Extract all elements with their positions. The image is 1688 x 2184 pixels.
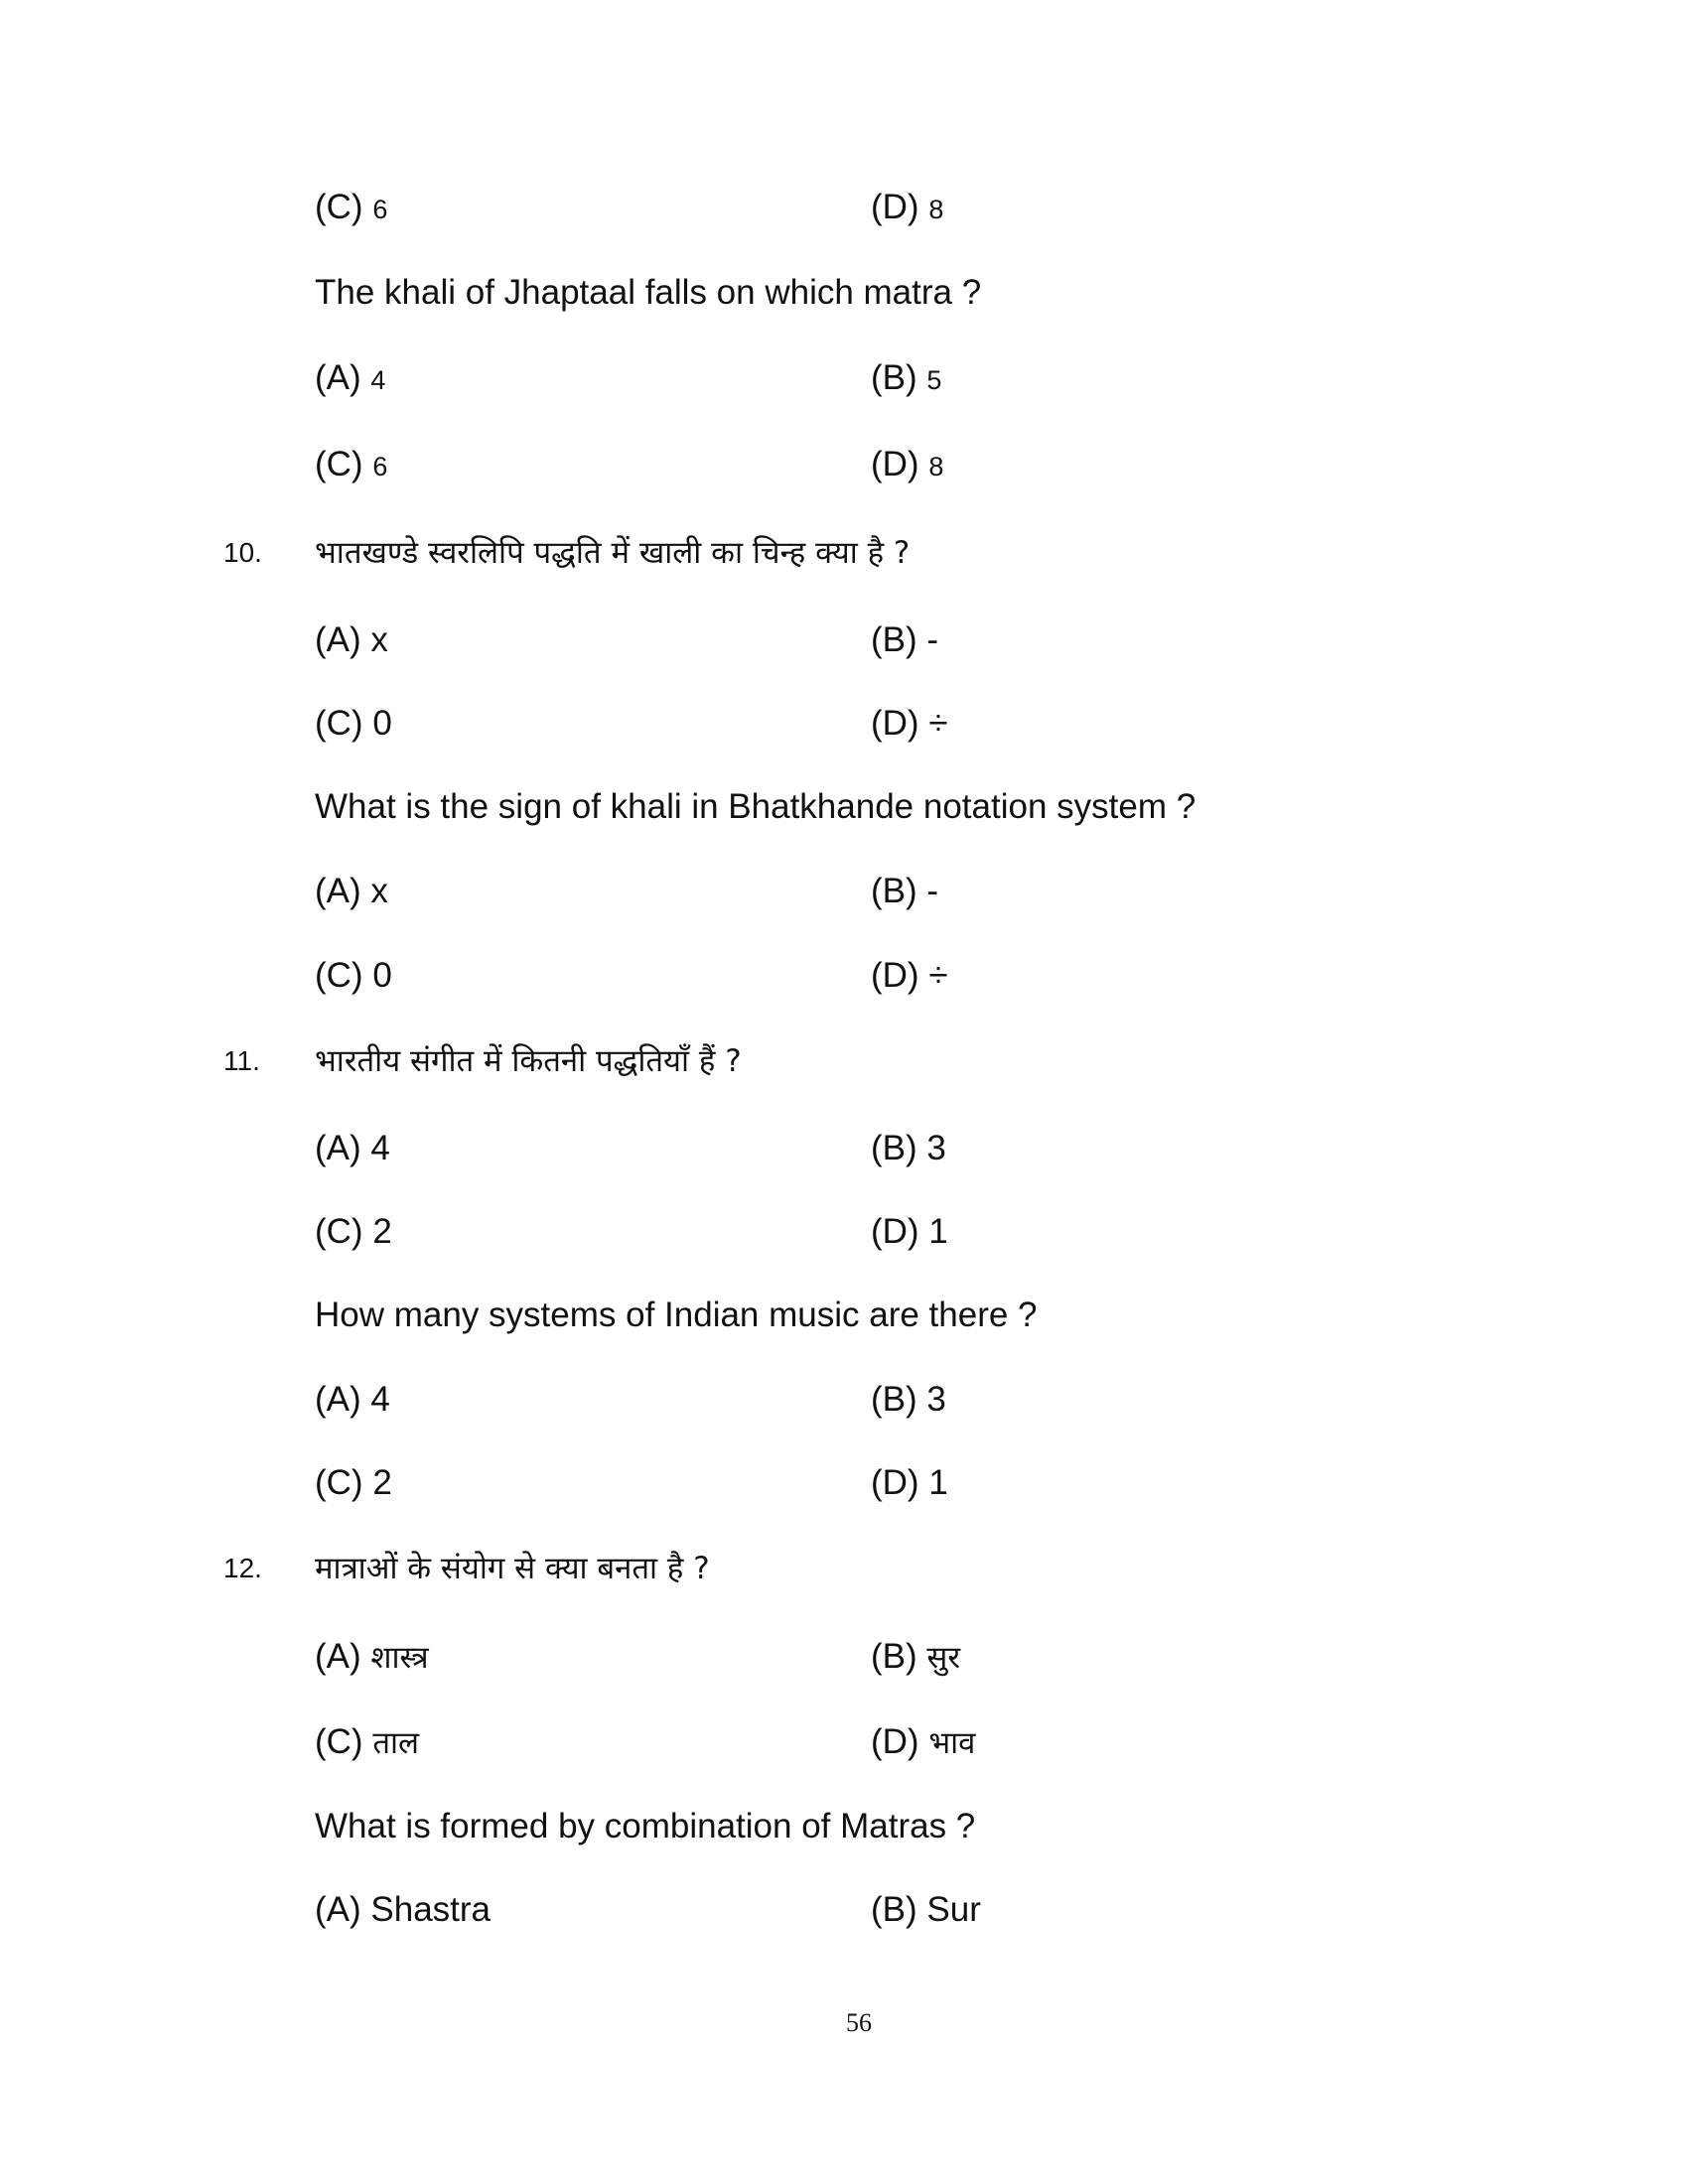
option-right: [871, 1458, 948, 1508]
option-right: [871, 183, 943, 234]
option-value: शास्त्र: [370, 1640, 429, 1676]
option-row: [0, 1458, 1688, 1508]
option-value: 6: [372, 452, 388, 481]
option-value: 3: [926, 1380, 946, 1419]
option-value: 8: [928, 195, 944, 224]
option-left: [315, 440, 387, 491]
option-value: 6: [372, 195, 388, 224]
option-right: [871, 699, 948, 749]
option-row: [0, 1885, 1688, 1935]
option-left: [315, 183, 387, 234]
option-letter: (B): [871, 620, 927, 659]
option-letter: (B): [871, 358, 927, 397]
question-row: [0, 782, 1688, 832]
question-text: मात्राओं के संयोग से क्या बनता है ?: [315, 1551, 710, 1586]
option-value: 8: [928, 452, 944, 481]
option-right: [871, 951, 948, 1001]
option-right: [871, 440, 943, 491]
option-left: [315, 867, 388, 916]
question-text: How many systems of Indian music are there ?: [315, 1296, 1038, 1334]
option-letter: (A): [315, 872, 371, 910]
question-text: What is formed by combination of Matras ?: [315, 1807, 976, 1845]
option-left: [315, 1207, 392, 1257]
option-value: 0: [372, 704, 392, 743]
option-row: [0, 1124, 1688, 1173]
option-value: x: [370, 872, 388, 910]
question-text: भारतीय संगीत में कितनी पद्धतियाँ हैं ?: [315, 1043, 742, 1079]
option-left: [315, 615, 388, 665]
option-value: ÷: [928, 704, 948, 743]
option-value: 4: [370, 1129, 390, 1167]
option-letter: (C): [315, 1722, 373, 1761]
option-row: [0, 1375, 1688, 1425]
option-left: [315, 1885, 491, 1935]
option-letter: (C): [315, 445, 373, 483]
option-letter: (D): [871, 704, 929, 743]
option-row: [0, 951, 1688, 1001]
option-row: [0, 353, 1688, 403]
option-left: [315, 1632, 429, 1683]
option-value: 2: [372, 1463, 392, 1502]
option-row: [0, 1632, 1688, 1682]
question-row: [0, 268, 1688, 318]
option-letter: (C): [315, 956, 373, 995]
option-right: [871, 867, 938, 916]
option-right: [871, 1632, 960, 1683]
option-letter: (A): [315, 358, 371, 397]
question-row: [0, 528, 1688, 578]
option-value: 1: [928, 1212, 948, 1251]
option-value: ÷: [928, 956, 948, 995]
option-right: [871, 1207, 948, 1257]
option-letter: (D): [871, 1212, 929, 1251]
option-letter: (B): [871, 1890, 927, 1929]
option-left: [315, 1124, 390, 1173]
option-letter: (D): [871, 1463, 929, 1502]
option-left: [315, 353, 385, 405]
option-row: [0, 615, 1688, 665]
option-letter: (B): [871, 1129, 927, 1167]
option-value: x: [370, 620, 388, 659]
option-letter: (B): [871, 872, 927, 910]
option-right: [871, 1885, 981, 1935]
option-left: [315, 699, 392, 749]
option-letter: (C): [315, 188, 373, 226]
option-right: [871, 353, 941, 405]
option-letter: (A): [315, 1380, 371, 1419]
option-right: [871, 1124, 946, 1173]
option-letter: (A): [315, 620, 371, 659]
option-value: Shastra: [370, 1890, 492, 1929]
option-left: [315, 1375, 390, 1425]
question-text: भातखण्डे स्वरलिपि पद्धति में खाली का चिन्ह क्या है ?: [315, 535, 911, 571]
option-letter: (A): [315, 1637, 371, 1676]
option-row: [0, 440, 1688, 489]
option-value: -: [926, 620, 939, 659]
option-value: -: [926, 872, 939, 910]
option-row: [0, 1717, 1688, 1767]
option-value: 4: [370, 1380, 390, 1419]
option-value: 3: [926, 1129, 946, 1167]
question-row: [0, 1544, 1688, 1593]
question-text: What is the sign of khali in Bhatkhande notation system ?: [315, 787, 1196, 826]
question-number: 12.: [223, 1553, 262, 1583]
page-number: 56: [846, 2008, 872, 2037]
option-letter: (D): [871, 956, 929, 995]
option-row: [0, 1207, 1688, 1257]
option-value: 0: [372, 956, 392, 995]
question-number: 10.: [223, 537, 262, 568]
option-value: 5: [926, 365, 942, 395]
question-row: [0, 1802, 1688, 1851]
option-value: सुर: [926, 1640, 961, 1676]
option-row: [0, 183, 1688, 232]
option-letter: (C): [315, 704, 373, 743]
option-letter: (D): [871, 445, 929, 483]
option-right: [871, 1375, 946, 1425]
option-letter: (B): [871, 1380, 927, 1419]
option-value: 1: [928, 1463, 948, 1502]
option-letter: (A): [315, 1129, 371, 1167]
question-row: [0, 1291, 1688, 1340]
option-letter: (D): [871, 1722, 929, 1761]
option-row: [0, 867, 1688, 916]
option-right: [871, 1717, 975, 1768]
question-text: The khali of Jhaptaal falls on which matra ?: [315, 273, 982, 312]
option-row: [0, 699, 1688, 749]
option-value: 2: [372, 1212, 392, 1251]
option-right: [871, 615, 938, 665]
option-left: [315, 1458, 392, 1508]
option-letter: (B): [871, 1637, 927, 1676]
option-value: 4: [370, 365, 386, 395]
option-value: ताल: [372, 1725, 420, 1761]
option-left: [315, 951, 392, 1001]
option-letter: (D): [871, 188, 929, 226]
option-value: Sur: [926, 1890, 981, 1929]
option-left: [315, 1717, 419, 1768]
option-letter: (C): [315, 1212, 373, 1251]
question-row: [0, 1036, 1688, 1086]
option-letter: (C): [315, 1463, 373, 1502]
option-letter: (A): [315, 1890, 371, 1929]
question-number: 11.: [223, 1045, 260, 1076]
option-value: भाव: [928, 1725, 976, 1761]
